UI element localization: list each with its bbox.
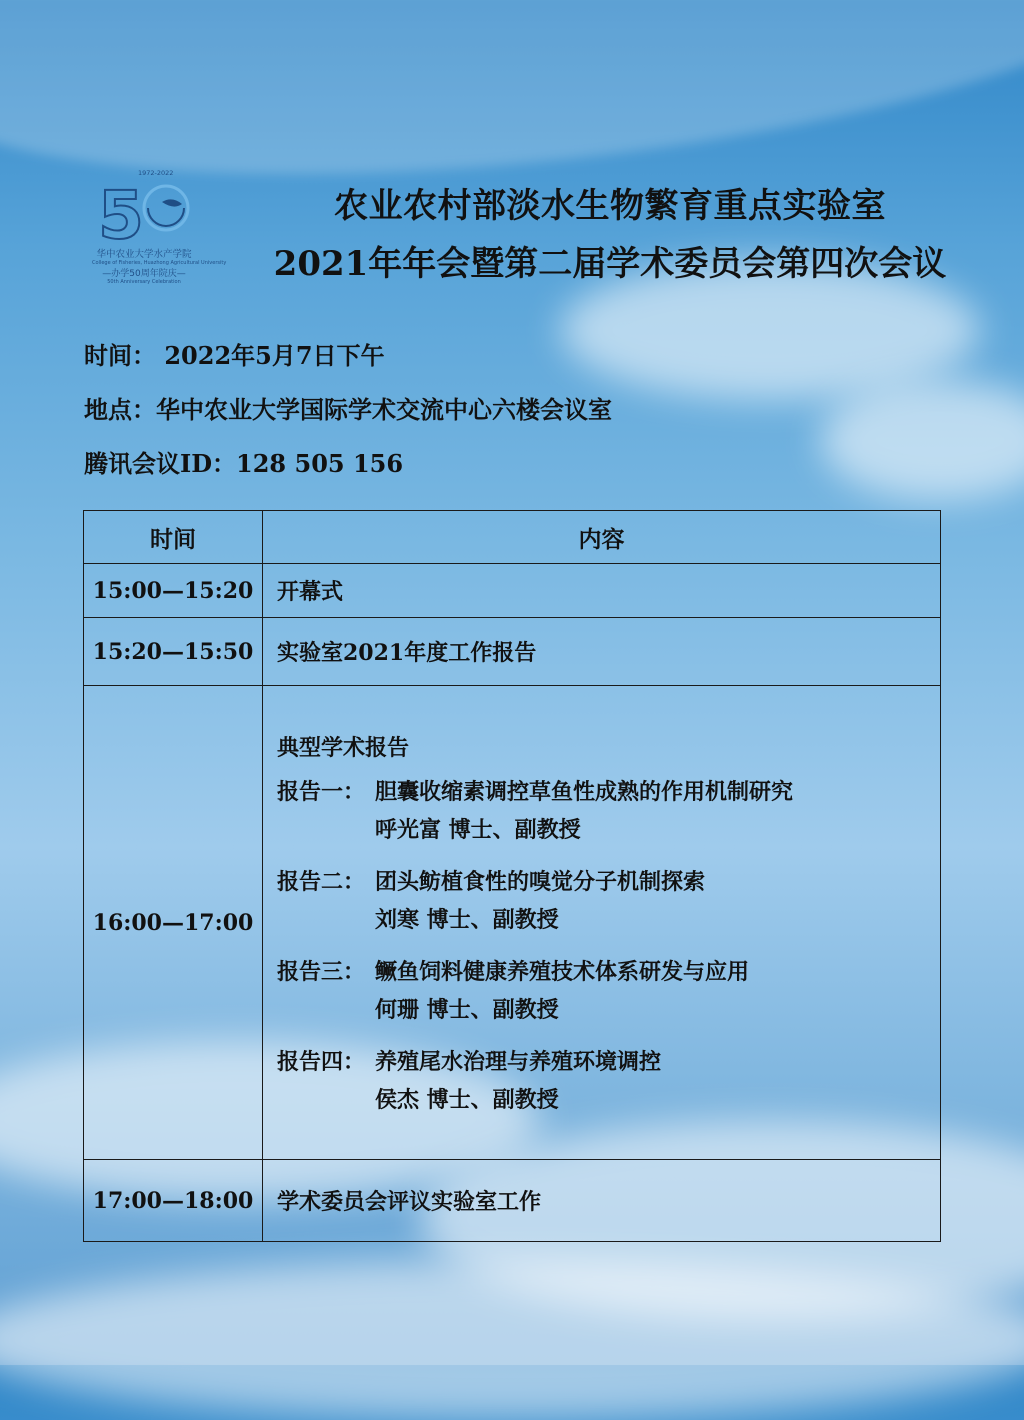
report-label: 报告四： — [277, 1048, 366, 1075]
logo-celebration-en: 50th Anniversary Celebration — [107, 279, 181, 285]
row-time: 15:00—15:20 — [84, 564, 263, 618]
meeting-location: 地点：华中农业大学国际学术交流中心六楼会议室 — [84, 395, 612, 424]
report-label: 报告三： — [277, 958, 366, 985]
row-content: 开幕式 — [263, 564, 941, 618]
report-item — [277, 868, 940, 933]
report-item — [277, 778, 940, 843]
logo-50-icon — [92, 168, 196, 246]
cloud-decoration — [820, 380, 1024, 500]
logo-celebration-cn: —办学50周年院庆— — [102, 269, 186, 279]
reports-heading: 典型学术报告 — [277, 734, 410, 761]
report-item — [277, 1048, 940, 1113]
header-time: 时间 — [84, 511, 263, 564]
report-speaker: 何珊 博士、副教授 — [375, 996, 559, 1023]
report-speaker: 侯杰 博士、副教授 — [375, 1086, 559, 1113]
row-time: 15:20—15:50 — [84, 618, 263, 686]
table-row — [84, 618, 941, 686]
report-item — [277, 958, 940, 1023]
report-speaker: 刘寒 博士、副教授 — [375, 906, 559, 933]
report-label: 报告二： — [277, 868, 366, 895]
tencent-meeting-id: 腾讯会议ID：128 505 156 — [84, 449, 404, 478]
report-label: 报告一： — [277, 778, 366, 805]
anniversary-logo — [92, 168, 227, 285]
table-row — [84, 1160, 941, 1242]
row-time: 17:00—18:00 — [84, 1160, 263, 1242]
cloud-decoration — [0, 1260, 1024, 1420]
logo-years: 1972-2022 — [138, 169, 174, 177]
schedule-table — [83, 510, 941, 1242]
logo-name-en: College of Fisheries, Huazhong Agricultural University — [92, 260, 227, 266]
report-title: 养殖尾水治理与养殖环境调控 — [375, 1048, 662, 1075]
page-title-line2: 2021年年会暨第二届学术委员会第四次会议 — [273, 244, 947, 284]
report-title: 鳜鱼饲料健康养殖技术体系研发与应用 — [375, 958, 750, 985]
report-title: 团头鲂植食性的嗅觉分子机制探索 — [375, 868, 706, 895]
svg-text:5: 5 — [98, 177, 144, 246]
meeting-time: 时间： 2022年5月7日下午 — [84, 341, 385, 370]
report-speaker: 呼光富 博士、副教授 — [375, 816, 581, 843]
logo-name-cn: 华中农业大学水产学院 — [96, 249, 192, 260]
table-row — [84, 564, 941, 618]
report-title: 胆囊收缩素调控草鱼性成熟的作用机制研究 — [375, 778, 794, 805]
table-header-row — [84, 511, 941, 564]
row-content: 学术委员会评议实验室工作 — [263, 1160, 941, 1242]
table-row — [84, 686, 941, 1160]
page-title-line1: 农业农村部淡水生物繁育重点实验室 — [334, 186, 886, 226]
row-content: 实验室2021年度工作报告 — [263, 618, 941, 686]
header-content: 内容 — [263, 511, 941, 564]
academic-reports-cell — [263, 686, 941, 1160]
row-time: 16:00—17:00 — [84, 686, 263, 1160]
